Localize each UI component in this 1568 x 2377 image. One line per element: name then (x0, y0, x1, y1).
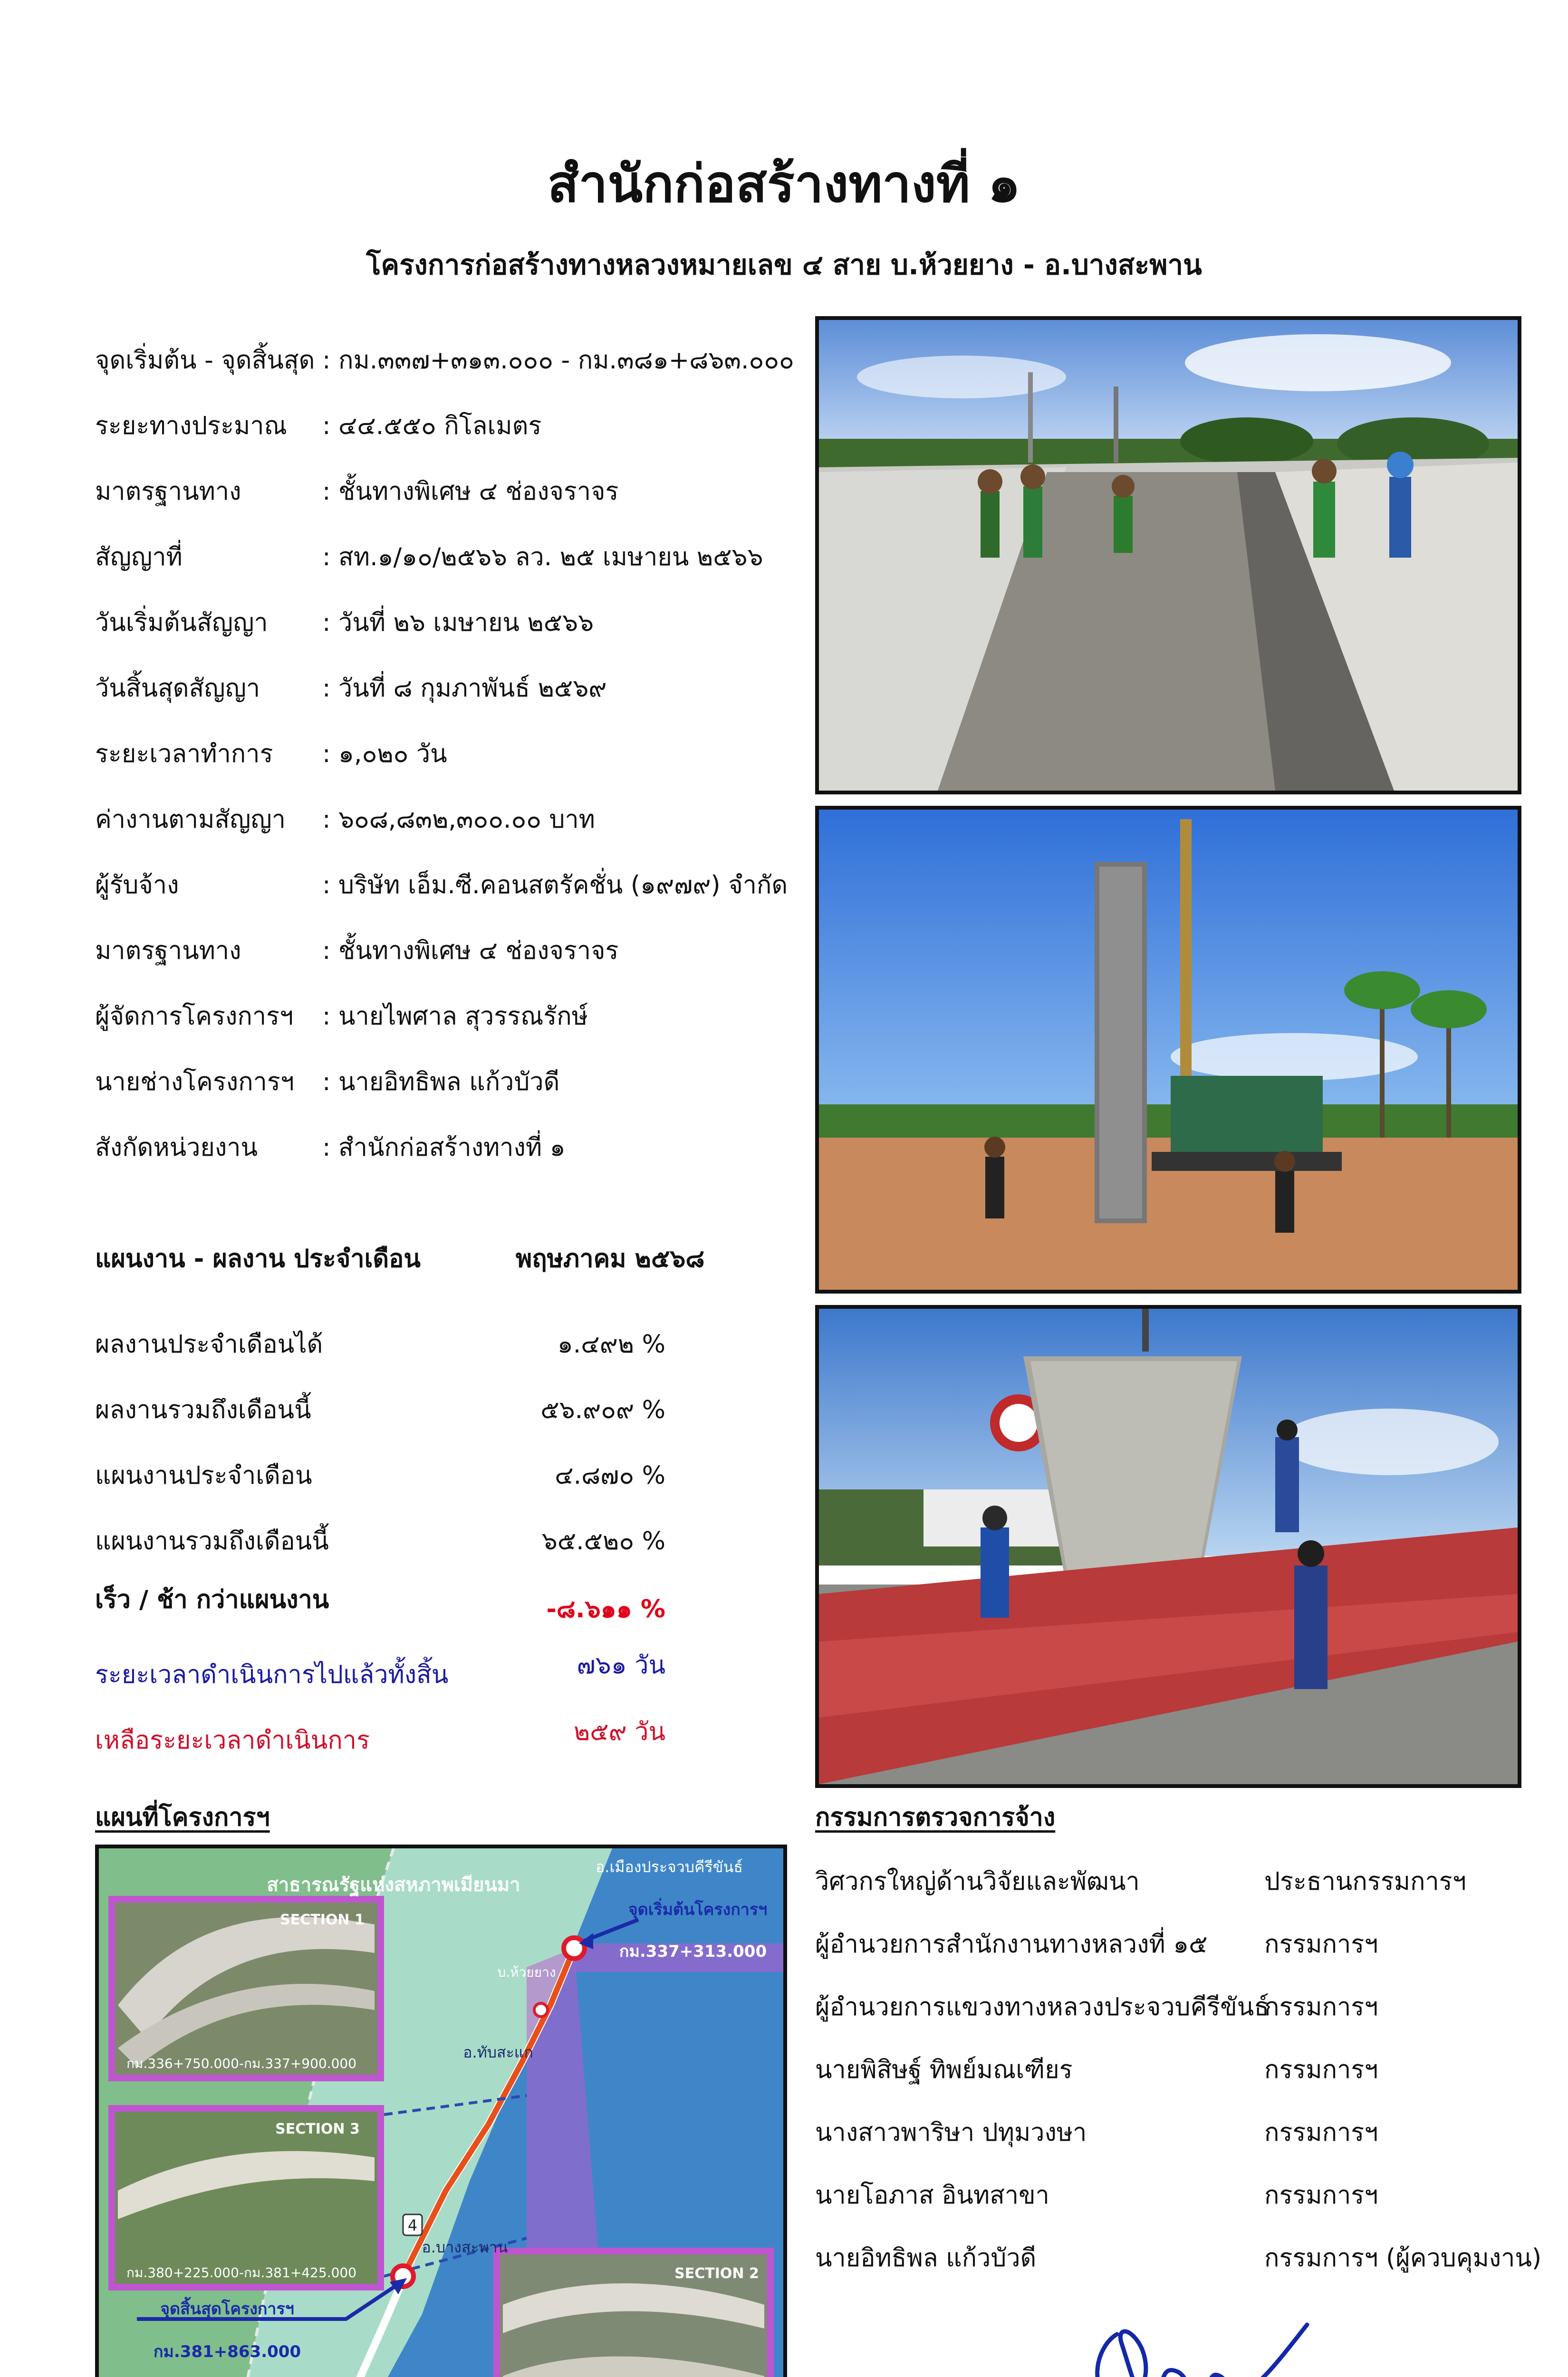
info-label: ระยะทางประมาณ (95, 412, 287, 440)
info-row-start-end (95, 340, 794, 379)
info-label: จุดเริ่มต้น - จุดสิ้นสุด (95, 346, 315, 375)
map-section3-km: กม.380+225.000-กม.381+425.000 (126, 2265, 357, 2280)
info-row-project-engineer (95, 1062, 559, 1101)
map-start-km: กม.337+313.000 (619, 1942, 767, 1961)
committee-member-role: กรรมการฯ (1264, 2056, 1378, 2084)
info-label: ระยะเวลาทำการ (95, 740, 273, 768)
info-row-duration (95, 734, 447, 773)
info-value: : ชั้นทางพิเศษ ๔ ช่องจราจร (322, 937, 619, 965)
info-value: : วันที่ ๘ กุมภาพันธ์ ๒๕๖๙ (322, 674, 607, 703)
progress-label-cumulative-plan: แผนงานรวมถึงเดือนนี้ (95, 1527, 329, 1556)
committee-member-name: ผู้อำนวยการสำนักงานทางหลวงที่ ๑๕ (815, 1930, 1208, 1959)
committee-member-role: กรรมการฯ (ผู้ควบคุมงาน) (1264, 2244, 1542, 2272)
info-value: : บริษัท เอ็ม.ซี.คอนสตรัคชั่น (๑๙๗๙) จำกัด (322, 871, 788, 899)
info-row-standard (95, 471, 618, 511)
info-value: : ๖๐๘,๘๓๒,๓๐๐.๐๐ บาท (322, 805, 595, 834)
map-end-km: กม.381+863.000 (153, 2342, 301, 2361)
info-row-standard-2 (95, 930, 618, 970)
project-subtitle: โครงการก่อสร้างทางหลวงหมายเลข ๔ สาย บ.ห้วยยาง - อ.บางสะพาน (366, 249, 1202, 281)
info-row-project-manager (95, 996, 588, 1035)
map-route-badge: 4 (407, 2216, 418, 2234)
progress-value-monthly-plan: ๔.๘๗๐ % (555, 1461, 665, 1490)
map-district-bang-saphan: อ.บางสะพาน (422, 2238, 508, 2256)
elapsed-value: ๗๖๑ วัน (577, 1651, 665, 1680)
map-village-label: บ.ห้วยยาง (497, 1964, 556, 1980)
map-district-thap-sakae: อ.ทับสะแก (463, 2043, 533, 2061)
progress-value-cumulative-result: ๕๖.๙๐๙ % (540, 1396, 665, 1424)
info-label: สังกัดหน่วยงาน (95, 1133, 258, 1162)
progress-value-monthly-result: ๑.๔๙๒ % (557, 1330, 665, 1359)
progress-label-cumulative-result: ผลงานรวมถึงเดือนนี้ (95, 1396, 311, 1424)
info-value: : วันที่ ๒๖ เมษายน ๒๕๖๖ (322, 609, 594, 637)
elapsed-label: ระยะเวลาดำเนินการไปแล้วทั้งสิ้น (95, 1661, 449, 1689)
signature-mark (1084, 2306, 1331, 2377)
info-label: ค่างานตามสัญญา (95, 805, 286, 834)
map-section1-title: SECTION 1 (280, 1912, 365, 1928)
info-row-contract-value (95, 799, 595, 839)
info-label: มาตรฐานทาง (95, 937, 241, 965)
photo-concrete-paving (815, 316, 1521, 794)
photo-concrete-bucket (815, 1305, 1521, 1788)
committee-member-name: นางสาวพาริษา ปทุมวงษา (815, 2118, 1087, 2147)
progress-month: พฤษภาคม ๒๕๖๘ (516, 1245, 705, 1273)
committee-member-role: ประธานกรรมการฯ (1264, 1867, 1466, 1896)
project-map (95, 1845, 787, 2377)
map-start-label: จุดเริ่มต้นโครงการฯ (628, 1900, 768, 1919)
photo-piling-rig (815, 806, 1521, 1294)
map-start-marker (564, 1938, 585, 1959)
map-heading: แผนที่โครงการฯ (95, 1803, 270, 1832)
committee-member-name: วิศวกรใหญ่ด้านวิจัยและพัฒนา (815, 1867, 1140, 1896)
info-label: นายช่างโครงการฯ (95, 1068, 294, 1096)
info-label: ผู้จัดการโครงการฯ (95, 1002, 294, 1031)
progress-label-monthly-result: ผลงานประจำเดือนได้ (95, 1330, 323, 1359)
committee-member-name: นายโอภาส อินทสาขา (815, 2181, 1049, 2210)
info-label: วันสิ้นสุดสัญญา (95, 674, 260, 703)
remaining-value: ๒๕๙ วัน (574, 1718, 665, 1746)
committee-member-name: นายพิสิษฐ์ ทิพย์มณเฑียร (815, 2056, 1073, 2084)
committee-member-role: กรรมการฯ (1264, 1993, 1378, 2021)
info-row-agency (95, 1127, 566, 1167)
remaining-label: เหลือระยะเวลาดำเนินการ (95, 1726, 370, 1755)
committee-heading: กรรมการตรวจการจ้าง (815, 1803, 1056, 1832)
committee-member-name: ผู้อำนวยการแขวงทางหลวงประจวบคีรีขันธ์ (815, 1993, 1270, 2021)
committee-member-role: กรรมการฯ (1264, 2181, 1378, 2210)
ahead-behind-value: -๘.๖๑๑ % (546, 1595, 665, 1623)
info-value: : ๔๔.๕๕๐ กิโลเมตร (322, 412, 542, 440)
map-district-north: อ.เมืองประจวบคีรีขันธ์ (596, 1858, 743, 1876)
info-value: : ชั้นทางพิเศษ ๔ ช่องจราจร (322, 477, 619, 506)
info-label: วันเริ่มต้นสัญญา (95, 609, 268, 637)
ahead-behind-label: เร็ว / ช้า กว่าแผนงาน (95, 1585, 329, 1614)
progress-heading: แผนงาน - ผลงาน ประจำเดือน (95, 1245, 421, 1273)
progress-value-cumulative-plan: ๖๕.๕๒๐ % (541, 1527, 665, 1556)
map-section2-title: SECTION 2 (674, 2265, 759, 2282)
map-section1-km: กม.336+750.000-กม.337+900.000 (126, 2056, 357, 2071)
info-value: : สำนักก่อสร้างทางที่ ๑ (322, 1133, 566, 1162)
committee-member-role: กรรมการฯ (1264, 1930, 1378, 1959)
info-value: : กม.๓๓๗+๓๑๓.๐๐๐ - กม.๓๘๑+๘๖๓.๐๐๐ (322, 346, 794, 375)
info-row-distance (95, 406, 541, 445)
map-section3-title: SECTION 3 (275, 2121, 360, 2137)
committee-member-name: นายอิทธิพล แก้วบัวดี (815, 2244, 1037, 2272)
map-country-label: สาธารณรัฐแห่งสหภาพเมียนมา (267, 1874, 520, 1896)
progress-label-monthly-plan: แผนงานประจำเดือน (95, 1461, 312, 1490)
info-value: : นายไพศาล สุวรรณรักษ์ (322, 1002, 588, 1031)
info-row-contract-start (95, 602, 594, 642)
info-row-contractor (95, 865, 788, 904)
info-label: ผู้รับจ้าง (95, 871, 179, 899)
info-value: : นายอิทธิพล แก้วบัวดี (322, 1068, 560, 1096)
page-title: สำนักก่อสร้างทางที่ ๑ (547, 155, 1021, 214)
info-label: มาตรฐานทาง (95, 477, 241, 506)
info-row-contract-no (95, 537, 763, 576)
committee-member-role: กรรมการฯ (1264, 2118, 1378, 2147)
info-value: : สท.๑/๑๐/๒๕๖๖ ลว. ๒๕ เมษายน ๒๕๖๖ (322, 543, 763, 571)
info-label: สัญญาที่ (95, 543, 183, 571)
map-end-label: จุดสิ้นสุดโครงการฯ (160, 2300, 294, 2319)
info-row-contract-end (95, 668, 606, 707)
info-value: : ๑,๐๒๐ วัน (322, 740, 447, 768)
